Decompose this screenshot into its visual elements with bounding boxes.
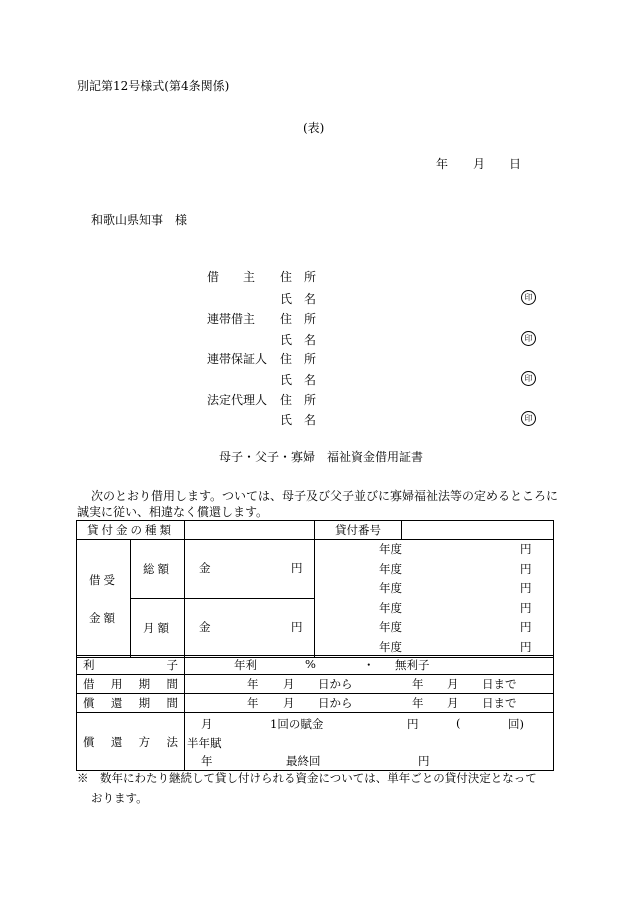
- loan-number-value[interactable]: [402, 521, 554, 540]
- address-label: 住 所: [280, 312, 317, 326]
- total-amount[interactable]: 金 円: [185, 540, 315, 599]
- amount-label: 借受 金額: [77, 540, 131, 658]
- note-line-1: ※ 数年にわたり継続して貸し付けられる資金については、単年ごとの貸付決定となって: [77, 771, 537, 785]
- party-role: 連帯保証人: [207, 352, 268, 366]
- monthly-amount[interactable]: 金 円: [185, 599, 315, 658]
- loan-table: [76, 520, 554, 540]
- repay-method-label: 償還方法: [77, 713, 185, 771]
- address-label: 住 所: [280, 352, 317, 366]
- form-reference: 別記第12号様式(第4条関係): [77, 79, 230, 93]
- repay-method-value[interactable]: 月 1回の賦金 円 ( 回) 半年賦 年 最終回 円: [185, 713, 554, 771]
- year-row: 年度 円: [379, 542, 532, 556]
- interest-label: 利子: [77, 656, 185, 675]
- intro-line-2: 誠実に従い、相違なく償還します。: [77, 505, 269, 519]
- terms-table: [76, 655, 554, 771]
- document-title: 母子・父子・寡婦 福祉資金借用証書: [219, 450, 424, 464]
- year-row: 年度 円: [379, 620, 532, 634]
- total-label: 総額: [131, 540, 185, 599]
- seal-icon: 印: [521, 371, 536, 386]
- repay-period-value[interactable]: 年 月 日から 年 月 日まで: [185, 694, 554, 713]
- monthly-label: 月額: [131, 599, 185, 658]
- repay-period-label: 償還期間: [77, 694, 185, 713]
- address-label: 住 所: [280, 270, 317, 284]
- seal-icon: 印: [521, 290, 536, 305]
- loan-type-label: 貸付金の種類: [77, 521, 185, 540]
- seal-icon: 印: [521, 411, 536, 426]
- date-month: 月: [473, 157, 486, 171]
- year-row: 年度 円: [379, 639, 532, 654]
- date-day: 日: [509, 157, 522, 171]
- note-line-2: おります。: [91, 791, 148, 805]
- year-row: 年度 円: [379, 600, 532, 615]
- amount-table: [76, 539, 554, 658]
- party-role: 借 主: [207, 270, 256, 284]
- party-role: 連帯借主: [207, 312, 256, 326]
- yearly-breakdown: [315, 540, 554, 658]
- name-label: 氏 名: [280, 413, 317, 427]
- name-label: 氏 名: [280, 333, 317, 347]
- interest-value[interactable]: 年利 % ・ 無利子: [185, 656, 554, 675]
- year-row: 年度 円: [379, 561, 532, 576]
- seal-icon: 印: [521, 331, 536, 346]
- date-year: 年: [436, 157, 449, 171]
- form-side: (表): [303, 121, 325, 135]
- address-label: 住 所: [280, 393, 317, 407]
- borrow-period-value[interactable]: 年 月 日から 年 月 日まで: [185, 675, 554, 694]
- name-label: 氏 名: [280, 292, 317, 306]
- loan-number-label: 貸付番号: [315, 521, 402, 540]
- loan-type-value[interactable]: [185, 521, 315, 540]
- party-role: 法定代理人: [207, 393, 268, 407]
- borrow-period-label: 借用期間: [77, 675, 185, 694]
- name-label: 氏 名: [280, 373, 317, 387]
- addressee: 和歌山県知事 様: [91, 213, 188, 227]
- year-row: 年度 円: [379, 581, 532, 595]
- intro-line-1: 次のとおり借用します。ついては、母子及び父子並びに寡婦福祉法等の定めるところに: [91, 489, 559, 503]
